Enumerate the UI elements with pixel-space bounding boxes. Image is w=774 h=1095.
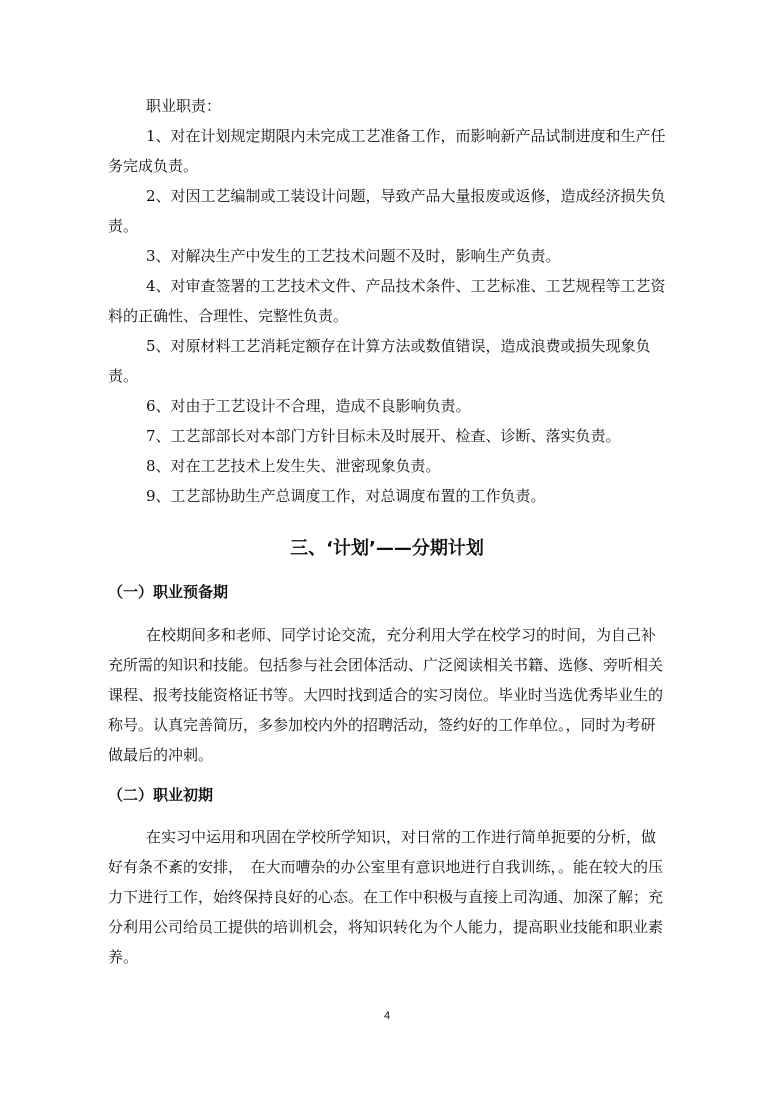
subsection-body-2: 在实习中运用和巩固在学校所学知识，对日常的工作进行简单扼要的分析，做好有条不紊的安排， 在大而嘈杂的办公室里有意识地进行自我训练，。能在较大的压力下进行工作，始终保持良好的心态。在工作中积极与直接上司沟通、加深了解；充分利用公司给员工提供的培训机会，将知识转化为个人能力，提高职业技能和职业素养。 (108, 828, 664, 966)
subsection-heading-2: （二）职业初期 (108, 786, 214, 804)
subsection-heading-1: （一）职业预备期 (108, 583, 229, 601)
subsection-body-1: 在校期间多和老师、同学讨论交流，充分利用大学在校学习的时间，为自己补充所需的知识和技能。包括参与社会团体活动、广泛阅读相关书籍、选修、旁听相关课程、报考技能资格证书等。大四时找到适合的实习岗位。毕业时当选优秀毕业生的称号。认真完善简历，多参加校内外的招聘活动，签约好的工作单位。，同时为考研做最后的冲刺。 (108, 626, 664, 764)
duty-item-7: 7、工艺部部长对本部门方针目标未及时展开、检查、诊断、落实负责。 (146, 427, 621, 445)
page-number: 4 (383, 1010, 391, 1022)
duties-intro: 职业职责： (146, 97, 222, 115)
duty-item-3: 3、对解决生产中发生的工艺技术问题不及时，影响生产负责。 (146, 247, 561, 265)
duty-item-1: 1、对在计划规定期限内未完成工艺准备工作，而影响新产品试制进度和生产任务完成负责。 (108, 127, 666, 175)
section-title: 三、‘计划’——分期计划 (290, 538, 484, 559)
duty-item-9: 9、工艺部协助生产总调度工作，对总调度布置的工作负责。 (146, 487, 546, 505)
duty-item-8: 8、对在工艺技术上发生失、泄密现象负责。 (146, 457, 441, 475)
duty-item-4: 4、对审查签署的工艺技术文件、产品技术条件、工艺标准、工艺规程等工艺资料的正确性、合理性、完整性负责。 (108, 277, 666, 325)
duty-item-5: 5、对原材料工艺消耗定额存在计算方法或数值错误，造成浪费或损失现象负责。 (108, 337, 651, 385)
duty-item-6: 6、对由于工艺设计不合理，造成不良影响负责。 (146, 397, 471, 415)
duty-item-2: 2、对因工艺编制或工装设计问题，导致产品大量报废或返修，造成经济损失负责。 (108, 187, 666, 235)
